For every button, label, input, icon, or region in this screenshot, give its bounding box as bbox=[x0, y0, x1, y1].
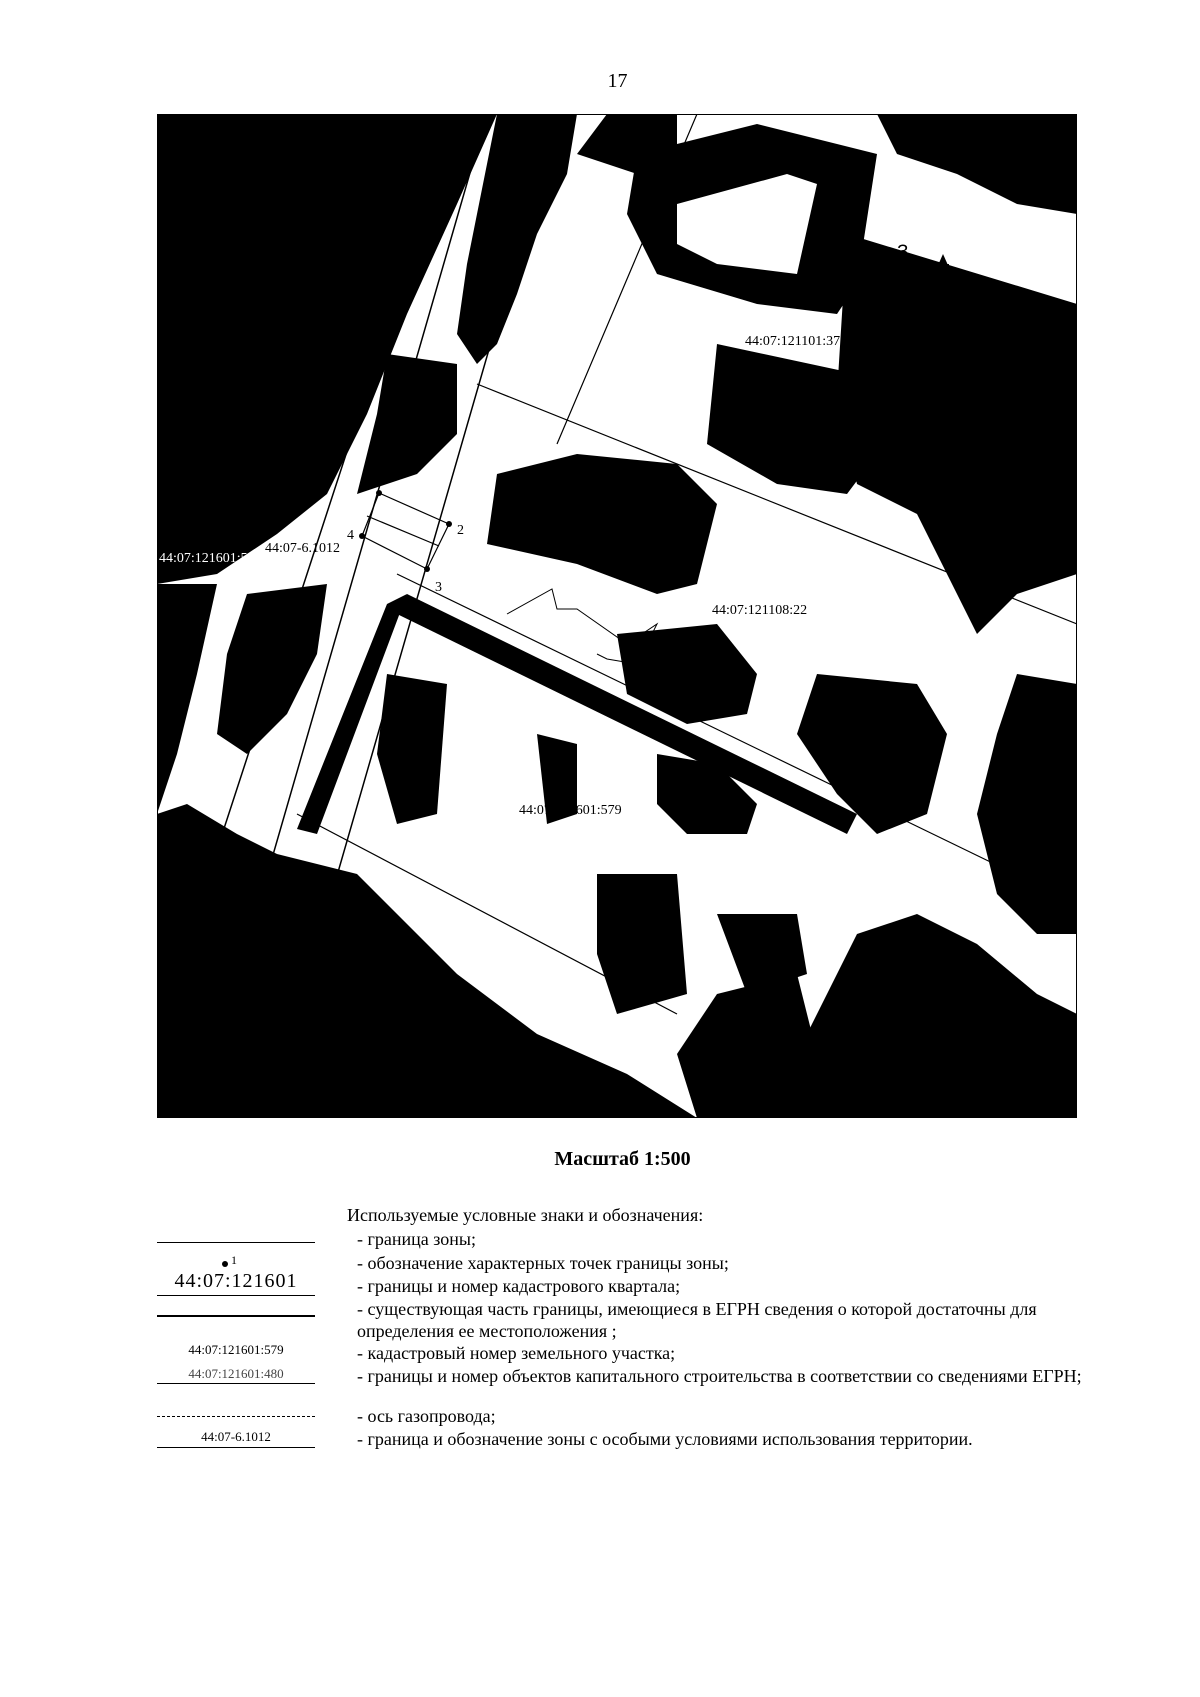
legend-symbol-quarter-line bbox=[157, 1295, 315, 1296]
legend-symbol-zone-boundary bbox=[157, 1242, 315, 1243]
parcel-label: 44:07:121101:375 bbox=[745, 334, 848, 349]
legend-text: - границы и номер кадастрового квартала; bbox=[357, 1276, 681, 1296]
parcel-label: 44:07:121108:22 bbox=[712, 603, 808, 618]
legend-heading: Используемые условные знаки и обозначения: bbox=[347, 1205, 704, 1225]
scale-caption: Масштаб 1:500 bbox=[554, 1148, 691, 1170]
zone-point-3 bbox=[424, 566, 430, 572]
compass-west-label: З bbox=[897, 242, 909, 263]
legend-text: - границы и номер объектов капитального строительства в соответствии со сведениями ЕГРН; bbox=[357, 1366, 1082, 1386]
legend-text: - граница и обозначение зоны с особыми условиями использования территории. bbox=[357, 1429, 973, 1449]
legend-text: - граница зоны; bbox=[357, 1229, 476, 1249]
compass-north-label: С bbox=[935, 133, 949, 154]
legend bbox=[157, 1205, 1157, 1475]
legend-symbol-parcel-number: 44:07:121601:579 bbox=[188, 1342, 284, 1357]
parcel-label: 44:07:121601:579 bbox=[519, 803, 622, 818]
zone-point-label: 4 bbox=[347, 528, 354, 543]
legend-symbol-quarter: 44:07:121601 bbox=[174, 1270, 298, 1292]
legend-text: - обозначение характерных точек границы зоны; bbox=[357, 1253, 729, 1273]
legend-symbol-special-zone-line bbox=[157, 1447, 315, 1448]
zone-point-label: 3 bbox=[435, 580, 442, 595]
legend-symbol-existing-boundary bbox=[157, 1315, 315, 1317]
zone-point-1 bbox=[376, 490, 382, 496]
parcel-label: 44:07:121601:588(1) bbox=[159, 551, 278, 566]
legend-text: - существующая часть границы, имеющиеся в ЕГРН сведения о которой достаточны для определения ее местоположения ; bbox=[357, 1299, 1037, 1341]
cadastral-map bbox=[157, 114, 1077, 1118]
compass-south-label: ЮГ bbox=[922, 344, 952, 365]
page-number: 17 bbox=[607, 70, 628, 92]
legend-symbol-construction-number: 44:07:121601:480 bbox=[188, 1366, 284, 1381]
point-marker-icon bbox=[222, 1261, 228, 1267]
legend-text: - кадастровый номер земельного участка; bbox=[357, 1343, 676, 1363]
legend-symbol-construction-line bbox=[157, 1383, 315, 1384]
legend-symbol-special-zone: 44:07-6.1012 bbox=[201, 1429, 271, 1444]
legend-text: - ось газопровода; bbox=[357, 1406, 496, 1426]
legend-symbol-gas-pipeline bbox=[157, 1416, 315, 1417]
zone-point-label: 2 bbox=[457, 523, 464, 538]
zone-label: 44:07-6.1012 bbox=[265, 541, 341, 556]
zone-point-label: 1 bbox=[369, 475, 376, 490]
zone-point-4 bbox=[359, 533, 365, 539]
zone-point-2 bbox=[446, 521, 452, 527]
point-number: 1 bbox=[231, 1253, 237, 1267]
